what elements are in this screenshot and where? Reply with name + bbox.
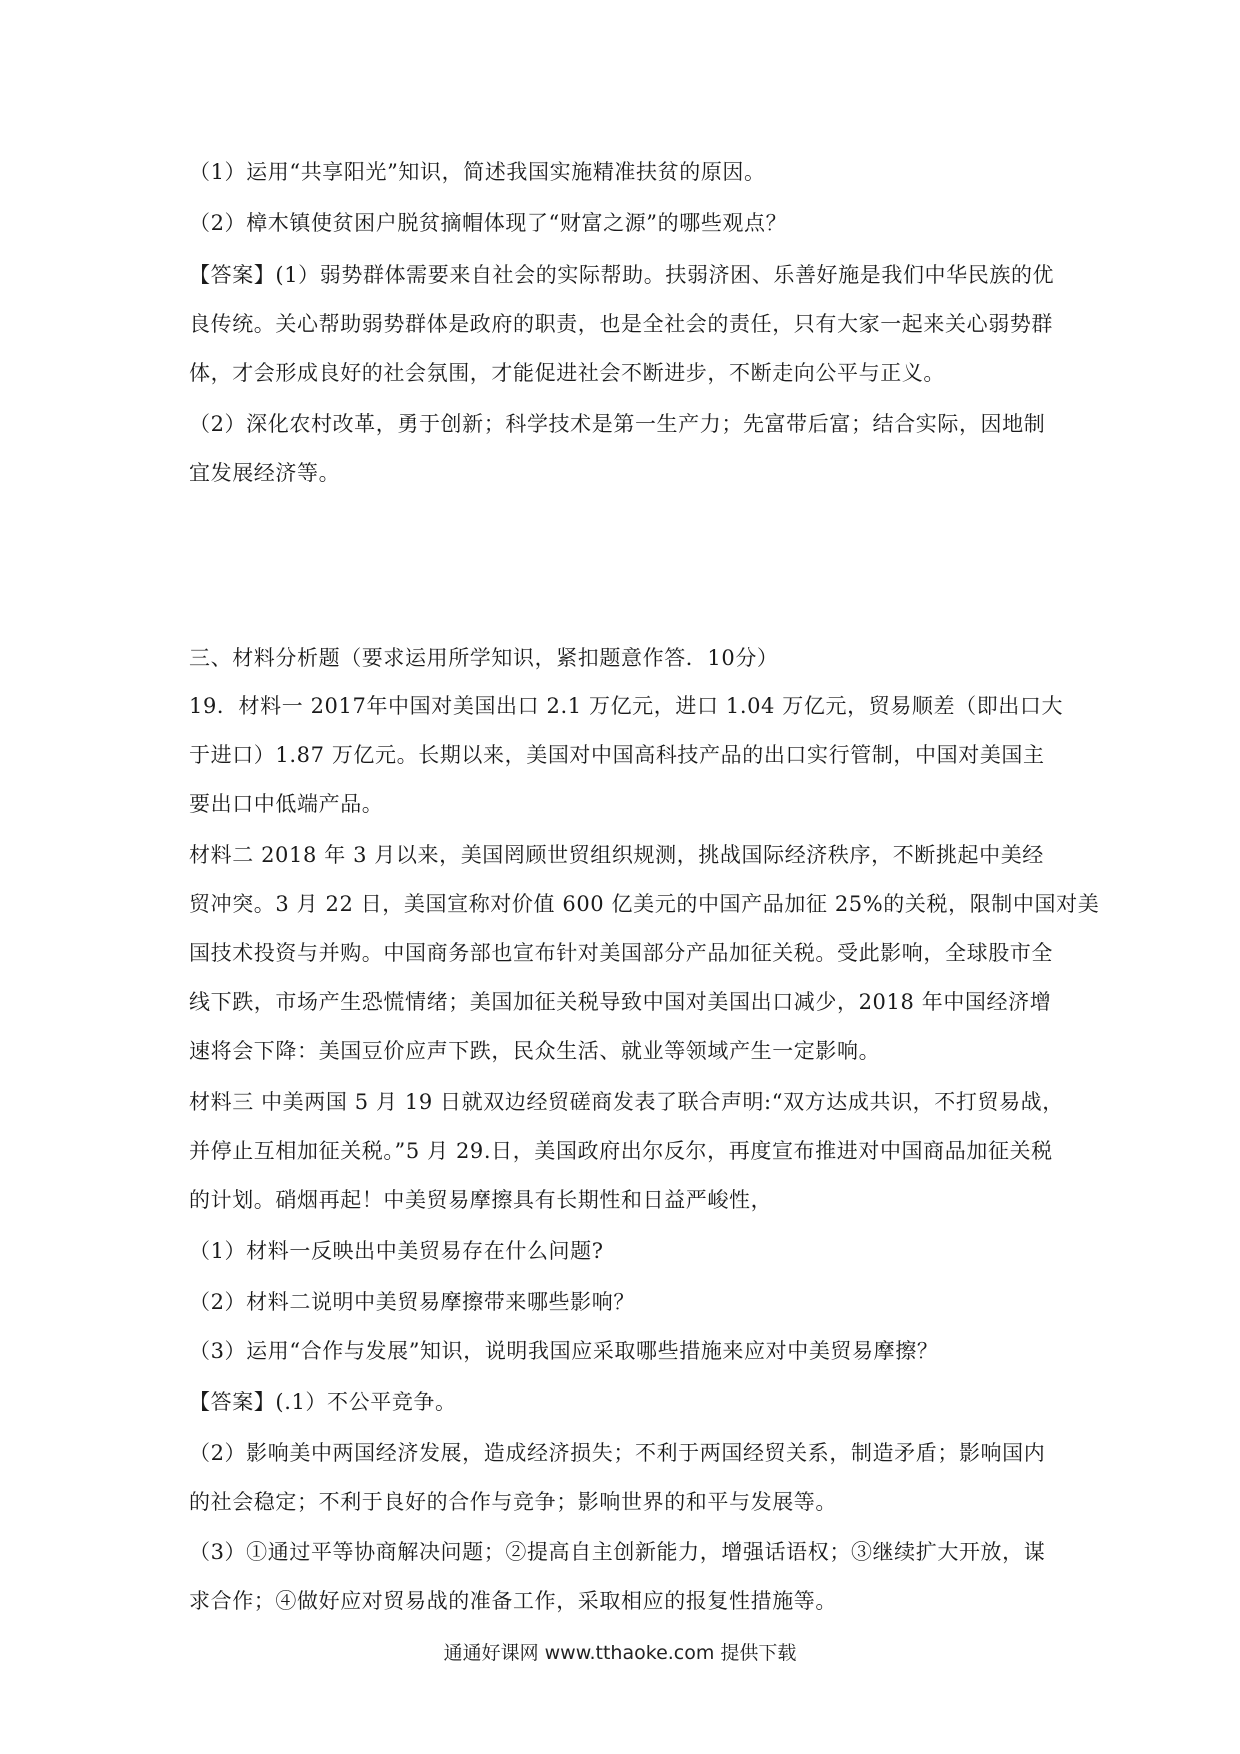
- question-2: （2）樟木镇使贫困户脱贫摘帽体现了“财富之源”的哪些观点？: [189, 211, 788, 235]
- section-heading: 三、材料分析题（要求运用所学知识，紧扣题意作答．10分）: [189, 646, 779, 670]
- material-2-line: 国技术投资与并购。中国商务部也宣布针对美国部分产品加征关税。受此影响，全球股市全: [189, 941, 1053, 965]
- answer-line: 良传统。关心帮助弱势群体是政府的职责，也是全社会的责任，只有大家一起来关心弱势群: [189, 312, 1053, 336]
- answer-line: 体，才会形成良好的社会氛围，才能促进社会不断进步，不断走向公平与正义。: [189, 361, 945, 385]
- sub-question: （3）运用“合作与发展”知识，说明我国应采取哪些措施来应对中美贸易摩擦？: [189, 1339, 939, 1363]
- answer-line: 【答案】(1）弱势群体需要来自社会的实际帮助。扶弱济困、乐善好施是我们中华民族的优: [189, 263, 1055, 287]
- answer-line: 求合作；④做好应对贸易战的准备工作，采取相应的报复性措施等。: [189, 1589, 837, 1613]
- answer-line: 宜发展经济等。: [189, 461, 341, 485]
- material-1-line: 要出口中低端产品。: [189, 792, 384, 816]
- question-1: （1）运用“共享阳光”知识，简述我国实施精准扶贫的原因。: [189, 160, 766, 184]
- answer-line: 的社会稳定；不利于良好的合作与竞争；影响世界的和平与发展等。: [189, 1490, 837, 1514]
- material-3-line: 材料三 中美两国 5 月 19 日就双边经贸磋商发表了联合声明:“双方达成共识，不打贸易战，: [189, 1090, 1064, 1114]
- material-3-line: 的计划。硝烟再起！中美贸易摩擦具有长期性和日益严峻性，: [189, 1188, 773, 1212]
- material-3-line: 并停止互相加征关税。”5 月 29.日，美国政府出尔反尔，再度宣布推进对中国商品加征关税: [189, 1139, 1053, 1163]
- material-2-line: 材料二 2018 年 3 月以来，美国罔顾世贸组织规测，挑战国际经济秩序，不断挑起中美经: [189, 843, 1044, 867]
- material-2-line: 贸冲突。3 月 22 日，美国宣称对价值 600 亿美元的中国产品加征 25%的关税，限制中国对美: [189, 892, 1100, 916]
- answer-line: （2）深化农村改革，勇于创新；科学技术是第一生产力；先富带后富；结合实际，因地制: [189, 412, 1046, 436]
- sub-question: （1）材料一反映出中美贸易存在什么问题?: [189, 1239, 604, 1263]
- answer-line: （3）①通过平等协商解决问题；②提高自主创新能力，增强话语权；③继续扩大开放，谋: [189, 1540, 1046, 1564]
- material-2-line: 线下跌，市场产生恐慌情绪；美国加征关税导致中国对美国出口减少，2018 年中国经济增: [189, 990, 1052, 1014]
- answer-line: 【答案】(.1）不公平竞争。: [189, 1390, 457, 1414]
- material-2-line: 速将会下降：美国豆价应声下跌，民众生活、就业等领域产生一定影响。: [189, 1039, 881, 1063]
- answer-line: （2）影响美中两国经济发展，造成经济损失；不利于两国经贸关系，制造矛盾；影响国内: [189, 1441, 1046, 1465]
- material-1-line: 于进口）1.87 万亿元。长期以来，美国对中国高科技产品的出口实行管制，中国对美国主: [189, 743, 1045, 767]
- material-1-line: 19．材料一 2017年中国对美国出口 2.1 万亿元，进口 1.04 万亿元，贸易顺差（即出口大: [189, 694, 1064, 718]
- sub-question: （2）材料二说明中美贸易摩擦带来哪些影响？: [189, 1290, 635, 1314]
- footer-source: 通通好课网 www.tthaoke.com 提供下载: [443, 1642, 797, 1664]
